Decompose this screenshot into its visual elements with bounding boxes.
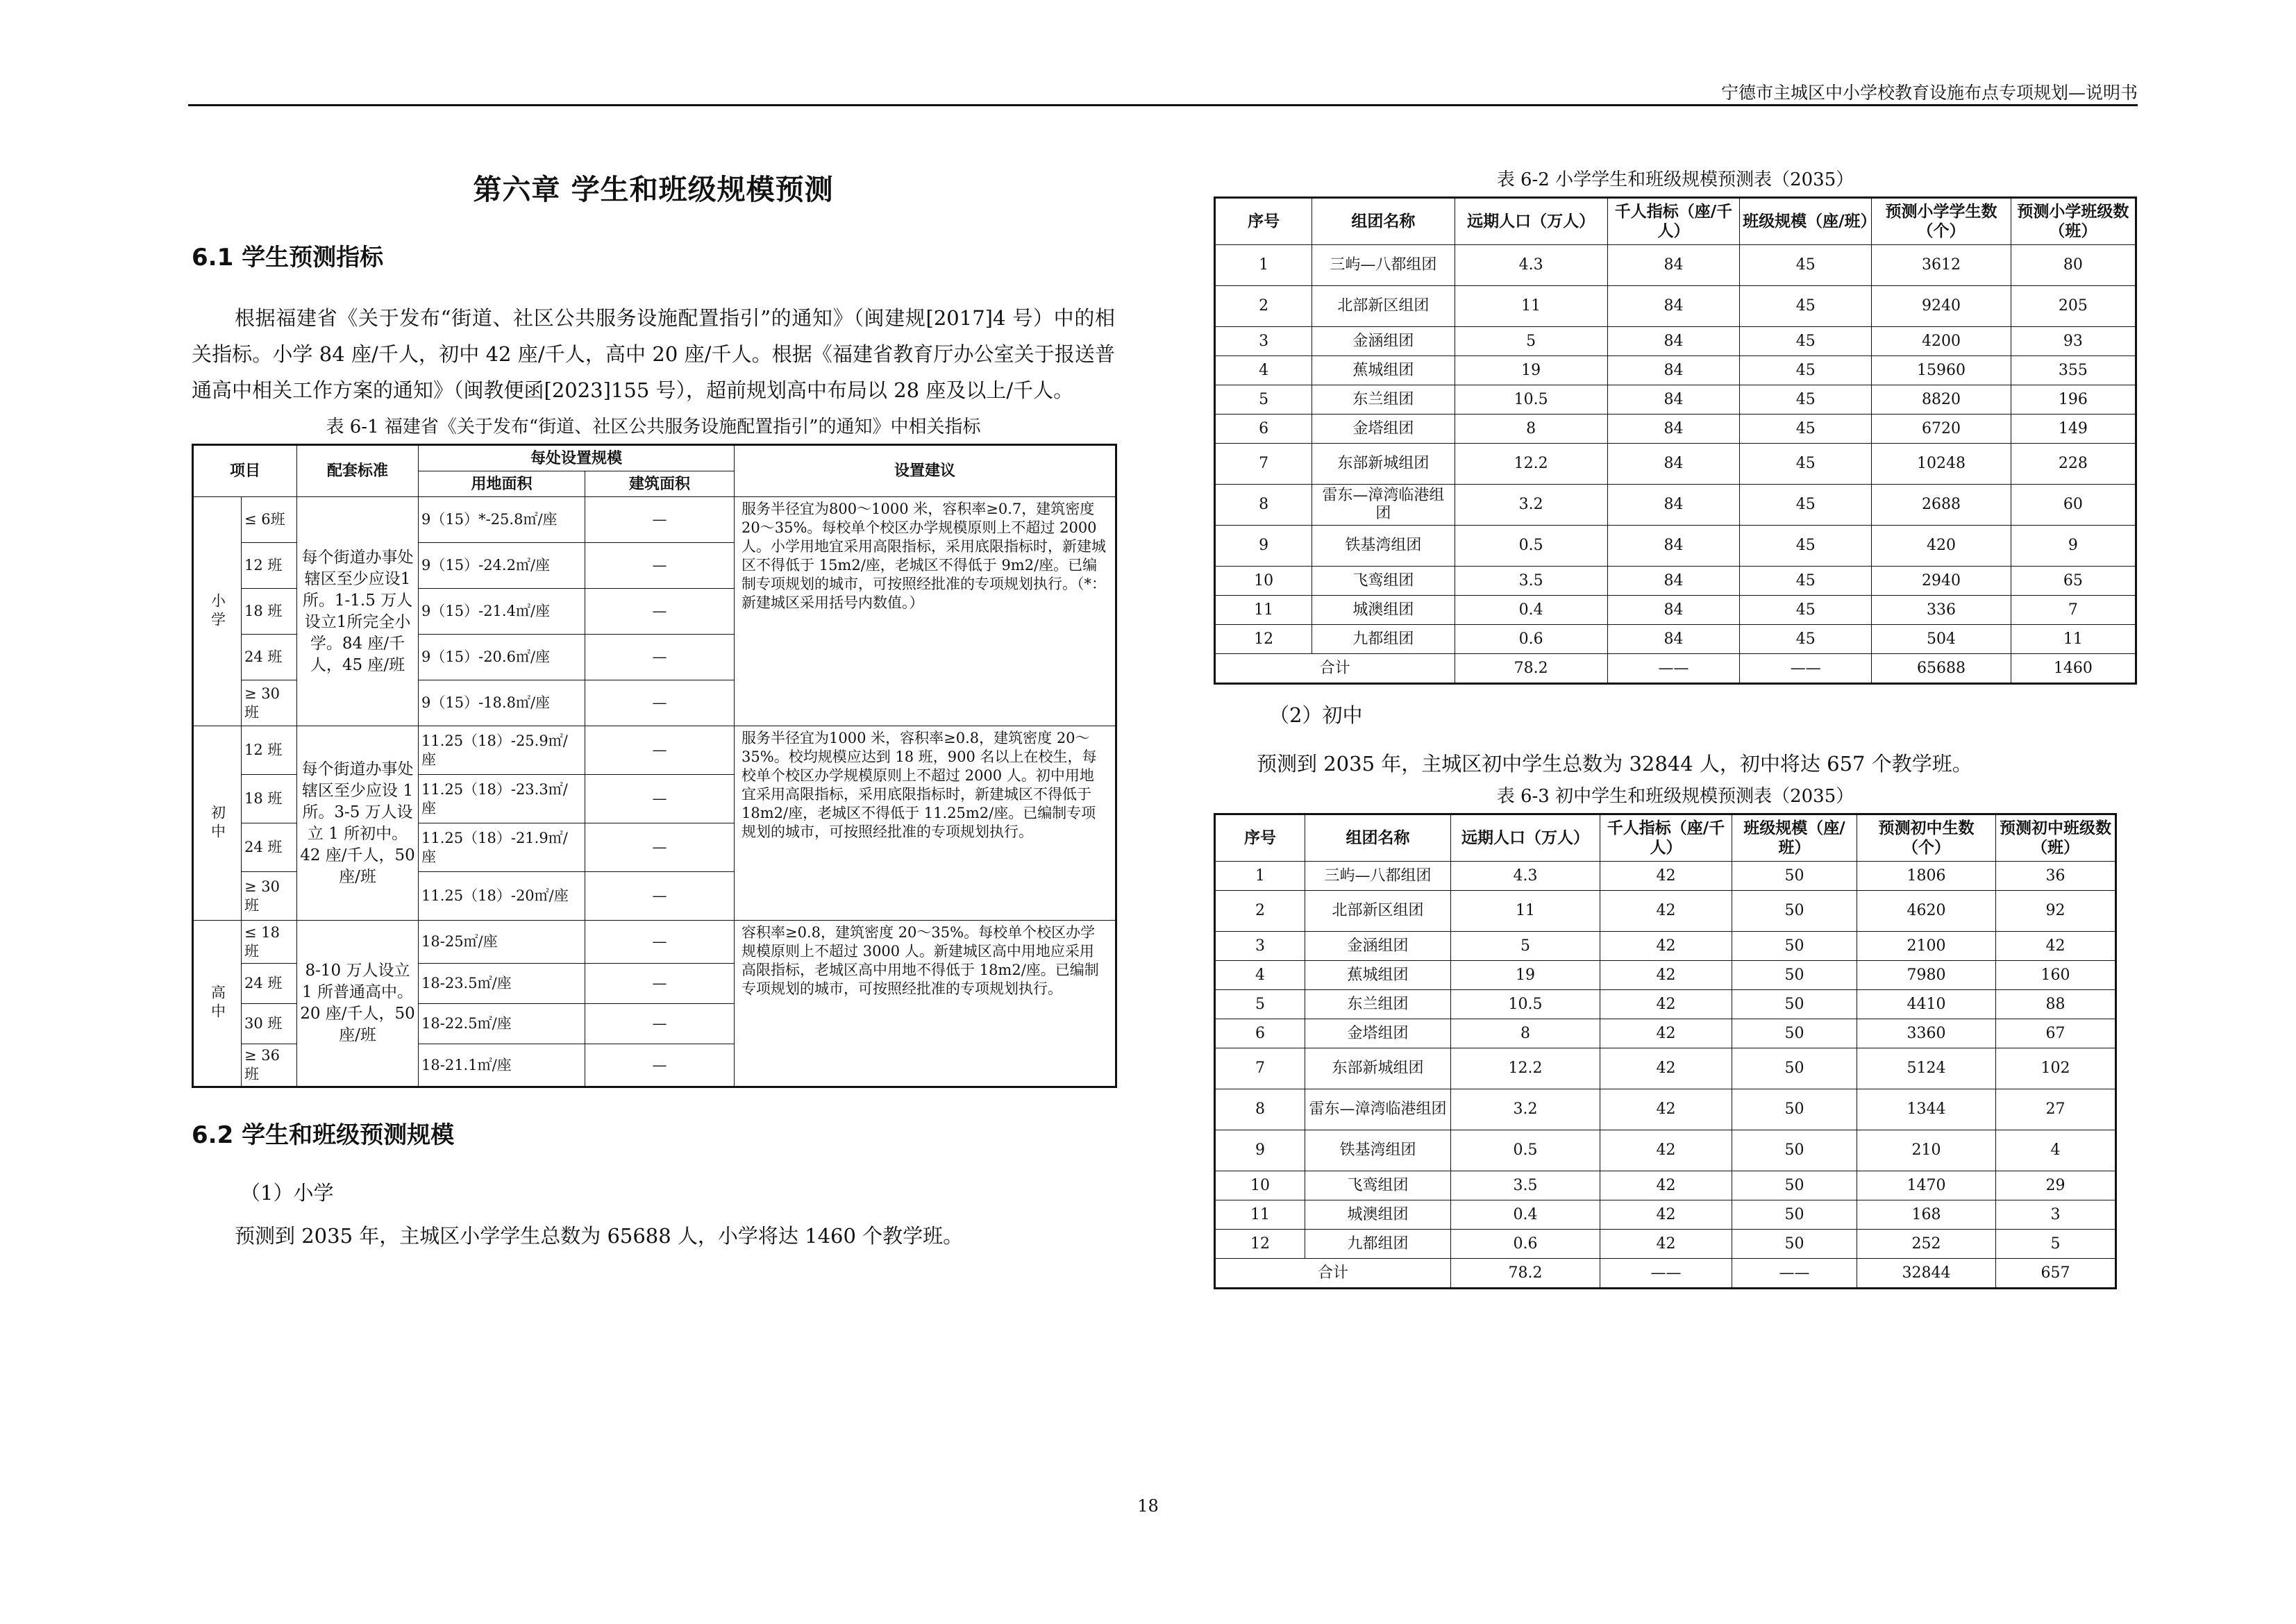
- table-cell: 铁基湾组团: [1312, 526, 1455, 567]
- table-cell: 45: [1740, 415, 1872, 444]
- table-cell: 3.2: [1451, 1089, 1600, 1130]
- table-cell: 10248: [1872, 444, 2011, 485]
- col-header: 班级规模（座/班）: [1740, 198, 1872, 245]
- table-cell: 80: [2011, 245, 2136, 286]
- header-building: 建筑面积: [585, 471, 735, 497]
- table-cell: 228: [2011, 444, 2136, 485]
- class-size: 18 班: [242, 589, 297, 635]
- table-cell: 42: [1600, 1230, 1732, 1259]
- class-size: ≥ 36 班: [242, 1044, 297, 1087]
- table-row: [1215, 485, 2136, 526]
- building-area: —: [585, 921, 735, 964]
- table-cell: 50: [1732, 862, 1857, 891]
- table-cell: 45: [1740, 485, 1872, 526]
- table-cell: 8: [1215, 1089, 1305, 1130]
- table-cell: 10.5: [1455, 385, 1607, 415]
- land-area: 9（15）*-25.8㎡/座: [419, 497, 585, 543]
- col-header: 预测小学班级数（班）: [2011, 198, 2136, 245]
- section-title-6-1: 6.1 学生预测指标: [192, 244, 384, 271]
- table-cell: 50: [1732, 1089, 1857, 1130]
- table-cell: 36: [1996, 862, 2116, 891]
- header-land: 用地面积: [419, 471, 585, 497]
- table-cell: 4.3: [1455, 245, 1607, 286]
- col-header: 组团名称: [1305, 814, 1451, 862]
- table-cell: 5: [1996, 1230, 2116, 1259]
- group-name: 高中: [193, 921, 242, 1087]
- table-cell: 42: [1996, 932, 2116, 961]
- land-area: 9（15）-24.2㎡/座: [419, 543, 585, 589]
- table-cell: 九都组团: [1305, 1230, 1451, 1259]
- table-row: [1215, 526, 2136, 567]
- table-cell: 12: [1215, 1230, 1305, 1259]
- table-cell: 27: [1996, 1089, 2116, 1130]
- table-header-row: [1215, 814, 2116, 862]
- table-cell: 45: [1740, 625, 1872, 654]
- table-cell: 1470: [1857, 1171, 1996, 1200]
- table-cell: 50: [1732, 891, 1857, 932]
- table-cell: 84: [1607, 327, 1739, 356]
- table-cell: 9: [1215, 1130, 1305, 1171]
- land-area: 18-22.5㎡/座: [419, 1004, 585, 1044]
- table-cell: 42: [1600, 932, 1732, 961]
- building-area: —: [585, 964, 735, 1004]
- table-cell: 11: [1215, 596, 1312, 625]
- col-header: 序号: [1215, 814, 1305, 862]
- table-cell: 8: [1451, 1019, 1600, 1048]
- table-cell: 0.4: [1451, 1200, 1600, 1230]
- paragraph-indicators: 根据福建省《关于发布“街道、社区公共服务设施配置指引”的通知》（闽建规[2017]4 号）中的相关指标。小学 84 座/千人，初中 42 座/千人，高中 20 座/千人。根据《福建省教育厅办公室关于报送普通高中相关工作方案的通知》（闽教便函[2023]155 号），超前规划高中布局以 28 座及以上/千人。: [192, 306, 1115, 402]
- table-cell: 50: [1732, 1230, 1857, 1259]
- col-header: 预测初中班级数（班）: [1996, 814, 2116, 862]
- table-cell: 42: [1600, 1130, 1732, 1171]
- table-cell: 12.2: [1455, 444, 1607, 485]
- class-size: ≤ 18 班: [242, 921, 297, 964]
- table-cell: 三屿—八都组团: [1312, 245, 1455, 286]
- table-cell: 84: [1607, 286, 1739, 327]
- table-cell: 2: [1215, 891, 1305, 932]
- building-area: —: [585, 775, 735, 823]
- total-cell: 合计: [1215, 654, 1455, 684]
- table-row: [193, 497, 1116, 543]
- table-cell: 城澳组团: [1305, 1200, 1451, 1230]
- table-cell: 1344: [1857, 1089, 1996, 1130]
- table-cell: 0.6: [1455, 625, 1607, 654]
- table-cell: 4: [1215, 961, 1305, 990]
- table-cell: 11: [2011, 625, 2136, 654]
- table-cell: 12: [1215, 625, 1312, 654]
- group-name: 小学: [193, 497, 242, 726]
- table-cell: 45: [1740, 526, 1872, 567]
- table-cell: 5: [1215, 385, 1312, 415]
- table-cell: 2: [1215, 286, 1312, 327]
- table-row: [1215, 961, 2116, 990]
- total-row: [1215, 654, 2136, 684]
- table-cell: 50: [1732, 1019, 1857, 1048]
- table-row: [193, 726, 1116, 775]
- table-row: [1215, 990, 2116, 1019]
- table-cell: 3612: [1872, 245, 2011, 286]
- table-cell: 149: [2011, 415, 2136, 444]
- table-cell: 252: [1857, 1230, 1996, 1259]
- table-cell: 11: [1455, 286, 1607, 327]
- col-header: 远期人口（万人）: [1451, 814, 1600, 862]
- table-cell: 7: [2011, 596, 2136, 625]
- table-cell: 102: [1996, 1048, 2116, 1089]
- table-cell: 160: [1996, 961, 2116, 990]
- table-cell: 67: [1996, 1019, 2116, 1048]
- table-cell: 金塔组团: [1305, 1019, 1451, 1048]
- header-suggestion: 设置建议: [735, 445, 1116, 497]
- table-row: [1215, 385, 2136, 415]
- table-cell: 45: [1740, 385, 1872, 415]
- col-header: 千人指标（座/千人）: [1607, 198, 1739, 245]
- table-cell: 0.5: [1455, 526, 1607, 567]
- table1-caption: 表 6-1 福建省《关于发布“街道、社区公共服务设施配置指引”的通知》中相关指标: [326, 417, 981, 437]
- table-cell: 东部新城组团: [1305, 1048, 1451, 1089]
- table-cell: 7: [1215, 1048, 1305, 1089]
- table-cell: 60: [2011, 485, 2136, 526]
- table-row: [1215, 245, 2136, 286]
- header-item: 项目: [193, 445, 297, 497]
- table-row: [1215, 1200, 2116, 1230]
- right-column: [1214, 161, 2137, 1289]
- col-header: 班级规模（座/班）: [1732, 814, 1857, 862]
- table-cell: 1806: [1857, 862, 1996, 891]
- table-cell: 42: [1600, 1200, 1732, 1230]
- table-cell: 45: [1740, 286, 1872, 327]
- land-area: 11.25（18）-21.9㎡/座: [419, 823, 585, 872]
- table-cell: 19: [1451, 961, 1600, 990]
- table-cell: 355: [2011, 356, 2136, 385]
- table-cell: 4620: [1857, 891, 1996, 932]
- total-cell: 65688: [1872, 654, 2011, 684]
- table-cell: 42: [1600, 1171, 1732, 1200]
- table-row: [1215, 1171, 2116, 1200]
- class-size: 24 班: [242, 964, 297, 1004]
- table-cell: 东兰组团: [1305, 990, 1451, 1019]
- table-cell: 蕉城组团: [1305, 961, 1451, 990]
- col-header: 组团名称: [1312, 198, 1455, 245]
- table-cell: 210: [1857, 1130, 1996, 1171]
- table-cell: 29: [1996, 1171, 2116, 1200]
- table-row: [1215, 891, 2116, 932]
- col-header: 序号: [1215, 198, 1312, 245]
- total-cell: ——: [1607, 654, 1739, 684]
- chapter-title: 第六章 学生和班级规模预测: [473, 173, 834, 206]
- land-area: 11.25（18）-23.3㎡/座: [419, 775, 585, 823]
- indicator-table: [192, 444, 1117, 1088]
- table-row: [1215, 444, 2136, 485]
- group-suggestion: 服务半径宜为800～1000 米，容积率≥0.7，建筑密度 20～35%。每校单个校区办学规模原则上不超过 2000 人。小学用地宜采用高限指标，采用底限指标时，新建城区不得低于 15m2/座，老城区不得低于 9m2/座。已编制专项规划的城市，可按照经批准的专项规划执行。（*：新建城区采用括号内数值。）: [735, 497, 1116, 726]
- table-cell: 飞鸾组团: [1312, 567, 1455, 596]
- group-standard: 每个街道办事处辖区至少应设1所。1-1.5 万人设立1所完全小学。84 座/千人，45 座/班: [297, 497, 419, 726]
- table-cell: 8: [1455, 415, 1607, 444]
- table-row: [1215, 862, 2116, 891]
- table-cell: 6: [1215, 415, 1312, 444]
- table-cell: 11: [1451, 891, 1600, 932]
- table-cell: 196: [2011, 385, 2136, 415]
- header-standard: 配套标准: [297, 445, 419, 497]
- table-cell: 10: [1215, 567, 1312, 596]
- land-area: 9（15）-18.8㎡/座: [419, 680, 585, 726]
- table-cell: 45: [1740, 444, 1872, 485]
- table-cell: 42: [1600, 1089, 1732, 1130]
- table-cell: 0.6: [1451, 1230, 1600, 1259]
- table-cell: 50: [1732, 1130, 1857, 1171]
- land-area: 9（15）-20.6㎡/座: [419, 635, 585, 680]
- table-cell: 65: [2011, 567, 2136, 596]
- table-cell: 336: [1872, 596, 2011, 625]
- table-cell: 飞鸾组团: [1305, 1171, 1451, 1200]
- class-size: ≥ 30 班: [242, 680, 297, 726]
- left-column: [192, 167, 1115, 1254]
- table-cell: 19: [1455, 356, 1607, 385]
- page-number: 18: [1137, 1496, 1159, 1516]
- total-cell: 78.2: [1455, 654, 1607, 684]
- section-title-6-2: 6.2 学生和班级预测规模: [192, 1121, 455, 1149]
- group-suggestion: 服务半径宜为1000 米，容积率≥0.8，建筑密度 20～35%。校均规模应达到 18 班，900 名以上在校生，每校单个校区办学规模原则上不超过 2000 人。初中用地宜采用高限指标，采用底限指标时，新建城区不得低于 18m2/座，老城区不得低于 11.25m2/座。已编制专项规划的城市，可按照经批准的专项规划执行。: [735, 726, 1116, 921]
- primary-label: （1）小学: [240, 1181, 334, 1205]
- junior-label: （2）初中: [1269, 703, 1363, 727]
- primary-forecast-table: [1214, 196, 2137, 685]
- table-cell: 蕉城组团: [1312, 356, 1455, 385]
- table-cell: 45: [1740, 567, 1872, 596]
- table-cell: 5124: [1857, 1048, 1996, 1089]
- group-suggestion: 容积率≥0.8，建筑密度 20～35%。每校单个校区办学规模原则上不超过 3000 人。新建城区高中用地应采用高限指标，老城区高中用地不得低于 18m2/座。已编制专项规划的城市，可按照经批准的专项规划执行。: [735, 921, 1116, 1087]
- building-area: —: [585, 497, 735, 543]
- table-cell: 9: [1215, 526, 1312, 567]
- group-standard: 8-10 万人设立 1 所普通高中。20 座/千人，50 座/班: [297, 921, 419, 1087]
- table-row: [1215, 596, 2136, 625]
- total-cell: ——: [1740, 654, 1872, 684]
- table-cell: 84: [1607, 625, 1739, 654]
- table-row: [1215, 932, 2116, 961]
- table-cell: 北部新区组团: [1312, 286, 1455, 327]
- table-cell: 84: [1607, 596, 1739, 625]
- table-cell: 84: [1607, 385, 1739, 415]
- table-cell: 金塔组团: [1312, 415, 1455, 444]
- table-cell: 92: [1996, 891, 2116, 932]
- table-cell: 东兰组团: [1312, 385, 1455, 415]
- total-cell: ——: [1732, 1259, 1857, 1289]
- table-cell: 15960: [1872, 356, 2011, 385]
- table-cell: 10: [1215, 1171, 1305, 1200]
- table-cell: 6: [1215, 1019, 1305, 1048]
- table-row: [1215, 415, 2136, 444]
- group-name: 初中: [193, 726, 242, 921]
- table-cell: 7: [1215, 444, 1312, 485]
- land-area: 18-23.5㎡/座: [419, 964, 585, 1004]
- table-cell: 45: [1740, 596, 1872, 625]
- table-cell: 10.5: [1451, 990, 1600, 1019]
- table-cell: 50: [1732, 1200, 1857, 1230]
- header-title: 宁德市主城区中小学校教育设施布点专项规划—说明书: [1720, 83, 2138, 103]
- class-size: 12 班: [242, 543, 297, 589]
- table-cell: 50: [1732, 961, 1857, 990]
- building-area: —: [585, 1004, 735, 1044]
- table-row: [1215, 286, 2136, 327]
- table-cell: 12.2: [1451, 1048, 1600, 1089]
- table-row: [1215, 625, 2136, 654]
- table-cell: 3.5: [1451, 1171, 1600, 1200]
- table-cell: 3.5: [1455, 567, 1607, 596]
- table-row: [1215, 1130, 2116, 1171]
- table-cell: 4200: [1872, 327, 2011, 356]
- group-standard: 每个街道办事处辖区至少应设 1 所。3-5 万人设立 1 所初中。42 座/千人，50 座/班: [297, 726, 419, 921]
- table-cell: 42: [1600, 862, 1732, 891]
- total-row: [1215, 1259, 2116, 1289]
- table-row: [1215, 356, 2136, 385]
- building-area: —: [585, 543, 735, 589]
- building-area: —: [585, 680, 735, 726]
- building-area: —: [585, 1044, 735, 1087]
- table-cell: 50: [1732, 932, 1857, 961]
- table-cell: 45: [1740, 327, 1872, 356]
- table-cell: 雷东—漳湾临港组团: [1305, 1089, 1451, 1130]
- header-divider: [188, 104, 2138, 106]
- table-row: [1215, 1089, 2116, 1130]
- table-cell: 北部新区组团: [1305, 891, 1451, 932]
- land-area: 18-25㎡/座: [419, 921, 585, 964]
- land-area: 11.25（18）-20㎡/座: [419, 872, 585, 921]
- building-area: —: [585, 635, 735, 680]
- col-header: 预测初中生数（个）: [1857, 814, 1996, 862]
- table-cell: 9240: [1872, 286, 2011, 327]
- table-cell: 5: [1451, 932, 1600, 961]
- table-cell: 84: [1607, 356, 1739, 385]
- table-cell: 50: [1732, 1048, 1857, 1089]
- table-cell: 2940: [1872, 567, 2011, 596]
- table-cell: 84: [1607, 245, 1739, 286]
- table-cell: 3: [1215, 327, 1312, 356]
- table-cell: 3360: [1857, 1019, 1996, 1048]
- paragraph-primary: 预测到 2035 年，主城区小学学生总数为 65688 人，小学将达 1460 个教学班。: [235, 1224, 964, 1248]
- table-cell: 420: [1872, 526, 2011, 567]
- total-cell: 78.2: [1451, 1259, 1600, 1289]
- total-cell: 合计: [1215, 1259, 1451, 1289]
- table-cell: 42: [1600, 891, 1732, 932]
- class-size: 24 班: [242, 823, 297, 872]
- table-cell: 88: [1996, 990, 2116, 1019]
- table-cell: 50: [1732, 1171, 1857, 1200]
- table-cell: 3: [1215, 932, 1305, 961]
- table-cell: 4: [1996, 1130, 2116, 1171]
- building-area: —: [585, 726, 735, 775]
- table-cell: 84: [1607, 485, 1739, 526]
- table-cell: 东部新城组团: [1312, 444, 1455, 485]
- table-cell: 42: [1600, 1048, 1732, 1089]
- class-size: ≥ 30 班: [242, 872, 297, 921]
- table-cell: 0.5: [1451, 1130, 1600, 1171]
- header-scale: 每处设置规模: [419, 445, 735, 471]
- land-area: 9（15）-21.4㎡/座: [419, 589, 585, 635]
- class-size: 12 班: [242, 726, 297, 775]
- total-cell: 1460: [2011, 654, 2136, 684]
- table-cell: 9: [2011, 526, 2136, 567]
- table-cell: 8820: [1872, 385, 2011, 415]
- paragraph-junior: 预测到 2035 年，主城区初中学生总数为 32844 人，初中将达 657 个教学班。: [1257, 752, 1972, 776]
- table-cell: 5: [1215, 990, 1305, 1019]
- table-row: [1215, 1048, 2116, 1089]
- table-cell: 168: [1857, 1200, 1996, 1230]
- table-cell: 三屿—八都组团: [1305, 862, 1451, 891]
- table-cell: 42: [1600, 1019, 1732, 1048]
- table-cell: 金涵组团: [1312, 327, 1455, 356]
- table-cell: 42: [1600, 961, 1732, 990]
- table-cell: 50: [1732, 990, 1857, 1019]
- table-cell: 84: [1607, 567, 1739, 596]
- junior-forecast-table: [1214, 813, 2117, 1289]
- col-header: 远期人口（万人）: [1455, 198, 1607, 245]
- table-cell: 11: [1215, 1200, 1305, 1230]
- table-cell: 42: [1600, 990, 1732, 1019]
- table-cell: 84: [1607, 526, 1739, 567]
- table-cell: 1: [1215, 862, 1305, 891]
- land-area: 11.25（18）-25.9㎡/座: [419, 726, 585, 775]
- table-cell: 雷东—漳湾临港组团: [1312, 485, 1455, 526]
- table-header-row: [1215, 198, 2136, 245]
- table-cell: 205: [2011, 286, 2136, 327]
- total-cell: 657: [1996, 1259, 2116, 1289]
- table-cell: 2100: [1857, 932, 1996, 961]
- building-area: —: [585, 872, 735, 921]
- table-cell: 4.3: [1451, 862, 1600, 891]
- building-area: —: [585, 589, 735, 635]
- total-cell: 32844: [1857, 1259, 1996, 1289]
- table-row: [193, 921, 1116, 964]
- class-size: ≤ 6班: [242, 497, 297, 543]
- table-cell: 84: [1607, 444, 1739, 485]
- total-cell: ——: [1600, 1259, 1732, 1289]
- table-row: [1215, 1019, 2116, 1048]
- table-cell: 1: [1215, 245, 1312, 286]
- table-cell: 4: [1215, 356, 1312, 385]
- table-cell: 8: [1215, 485, 1312, 526]
- table-row: [1215, 567, 2136, 596]
- table-row: [1215, 1230, 2116, 1259]
- table-cell: 0.4: [1455, 596, 1607, 625]
- table-cell: 6720: [1872, 415, 2011, 444]
- class-size: 18 班: [242, 775, 297, 823]
- class-size: 30 班: [242, 1004, 297, 1044]
- table-cell: 金涵组团: [1305, 932, 1451, 961]
- class-size: 24 班: [242, 635, 297, 680]
- land-area: 18-21.1㎡/座: [419, 1044, 585, 1087]
- table-cell: 九都组团: [1312, 625, 1455, 654]
- table-cell: 84: [1607, 415, 1739, 444]
- table-cell: 铁基湾组团: [1305, 1130, 1451, 1171]
- table3-caption: 表 6-3 初中学生和班级规模预测表（2035）: [1496, 786, 1854, 807]
- table-cell: 504: [1872, 625, 2011, 654]
- table-cell: 2688: [1872, 485, 2011, 526]
- table-cell: 城澳组团: [1312, 596, 1455, 625]
- table-cell: 4410: [1857, 990, 1996, 1019]
- col-header: 预测小学学生数（个）: [1872, 198, 2011, 245]
- table2-caption: 表 6-2 小学学生和班级规模预测表（2035）: [1496, 169, 1854, 190]
- table-cell: 3: [1996, 1200, 2116, 1230]
- table-cell: 7980: [1857, 961, 1996, 990]
- building-area: —: [585, 823, 735, 872]
- col-header: 千人指标（座/千人）: [1600, 814, 1732, 862]
- table-cell: 45: [1740, 356, 1872, 385]
- table-cell: 5: [1455, 327, 1607, 356]
- table-row: [1215, 327, 2136, 356]
- table-cell: 3.2: [1455, 485, 1607, 526]
- table-cell: 93: [2011, 327, 2136, 356]
- table-cell: 45: [1740, 245, 1872, 286]
